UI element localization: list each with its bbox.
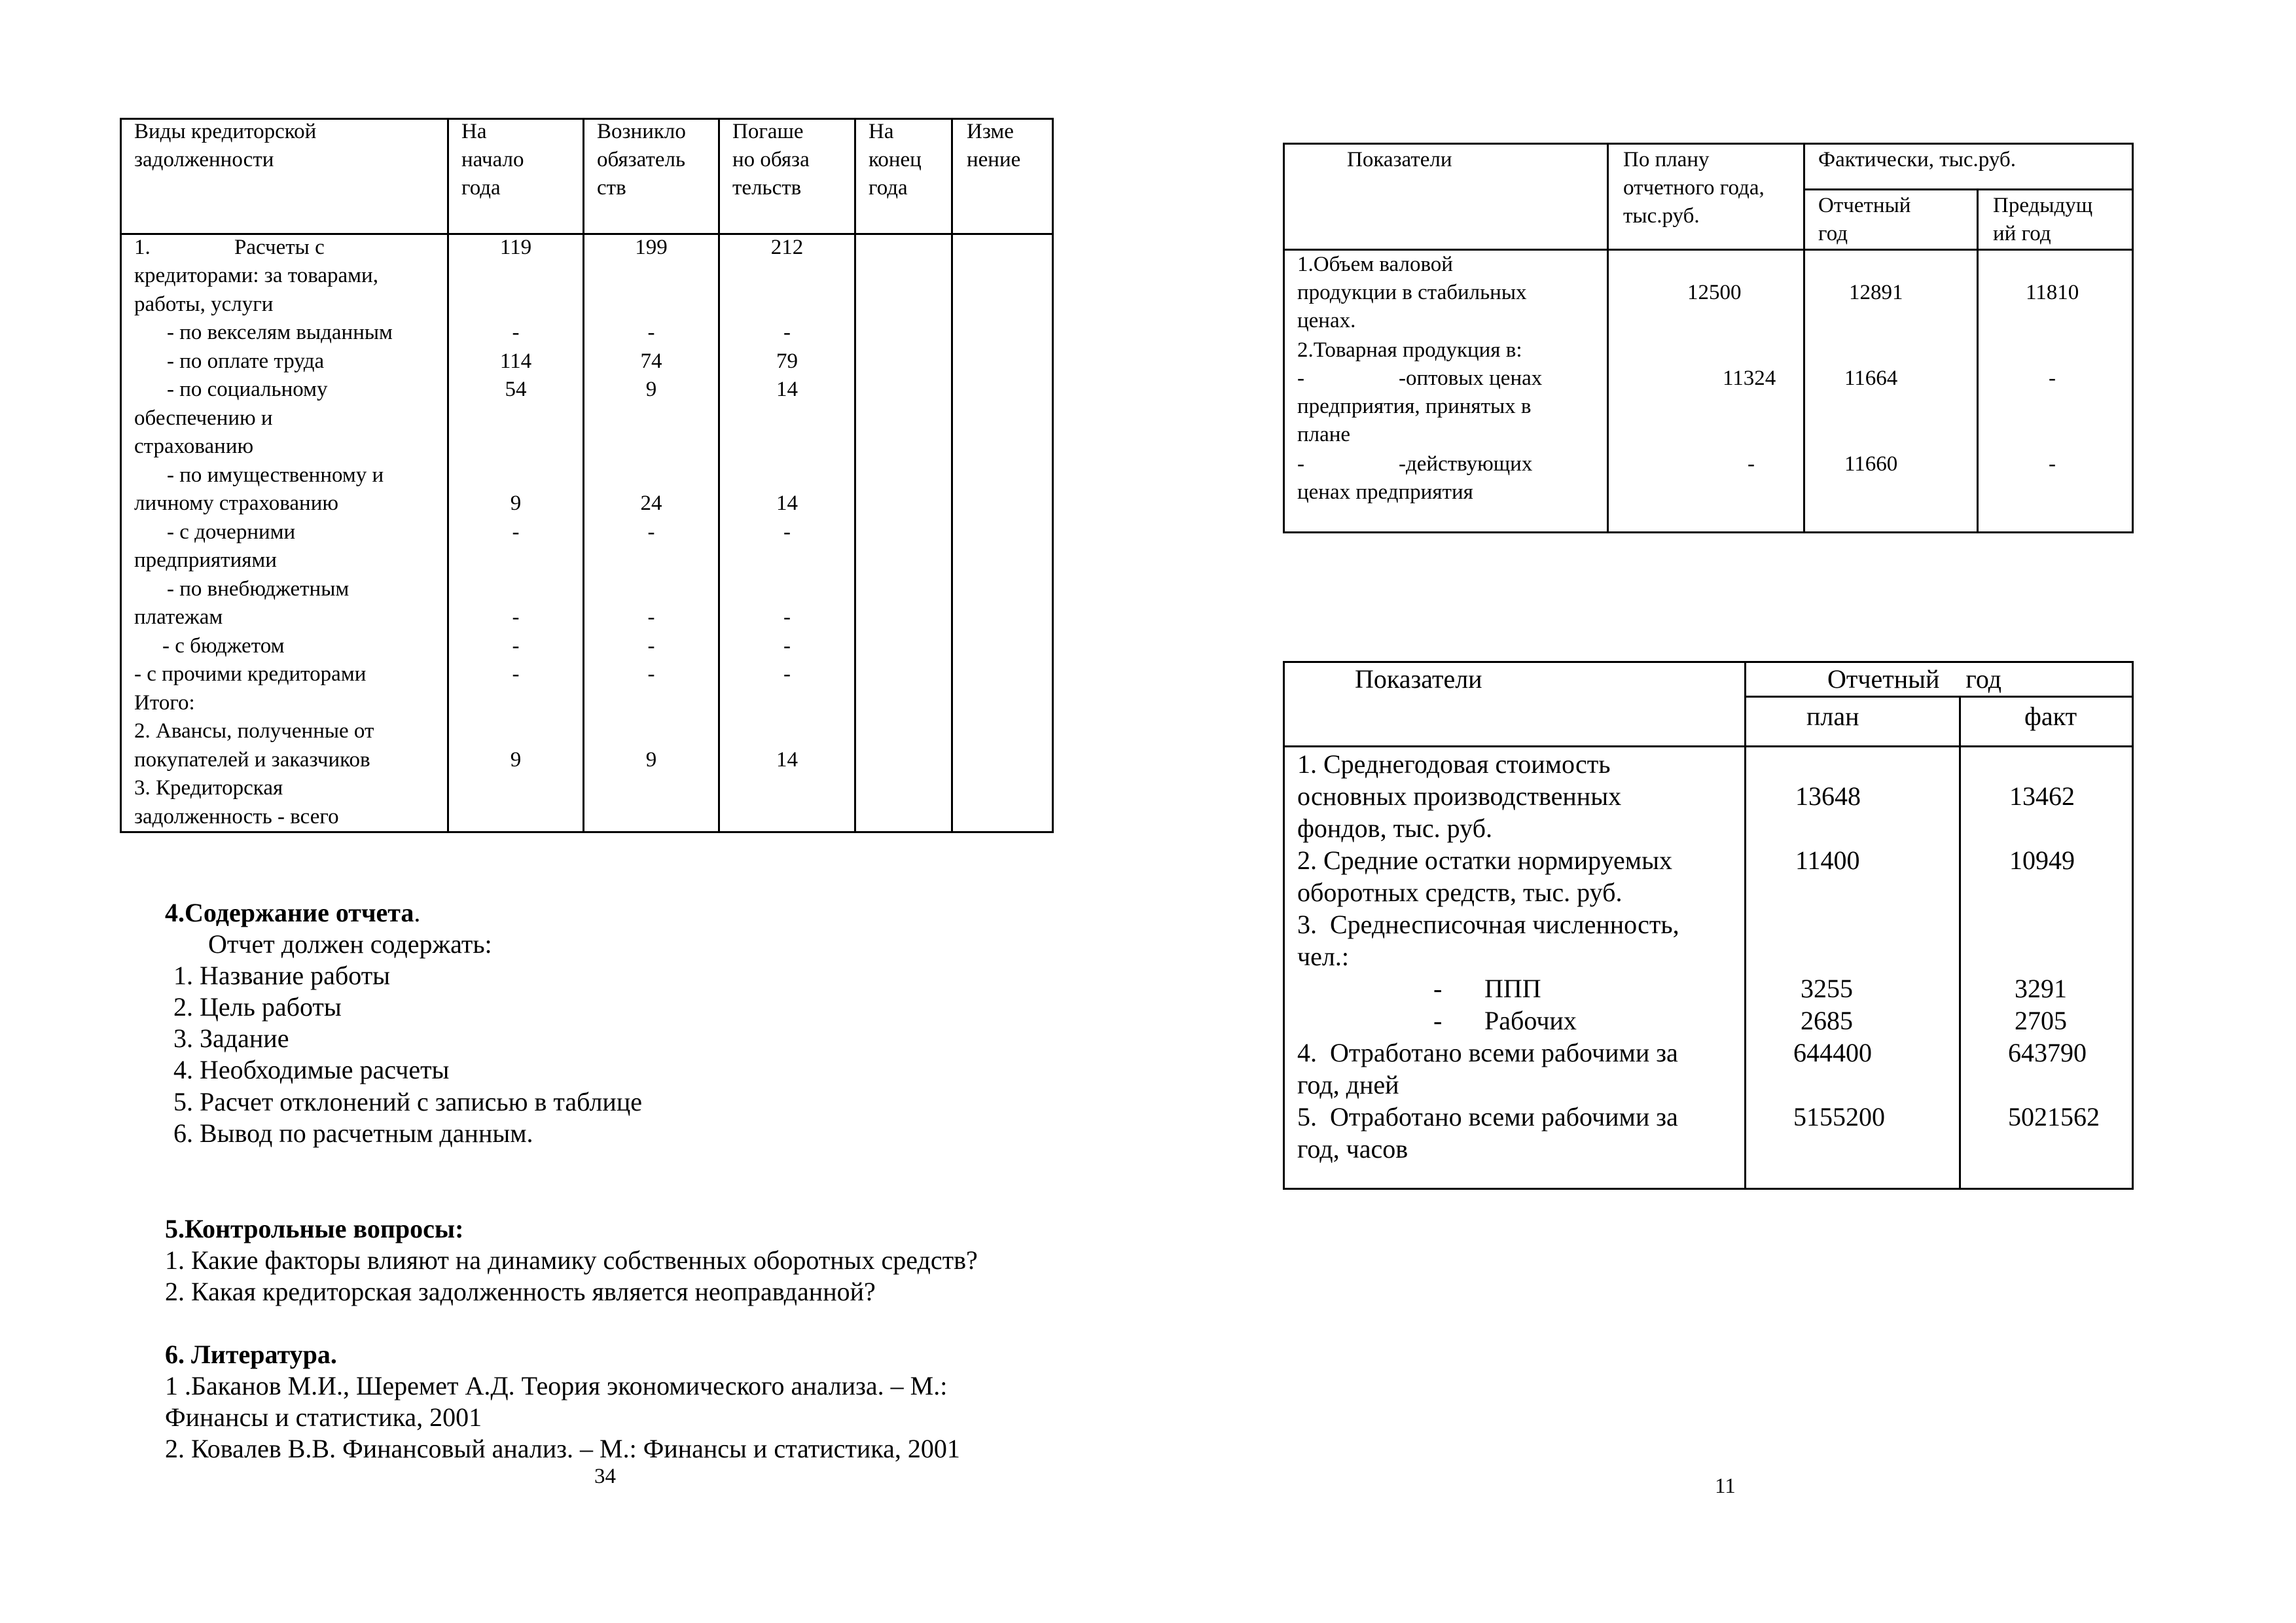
page-number-left: 34 <box>594 1465 616 1488</box>
header-plan: тыс.руб. <box>1623 204 1700 228</box>
header-debt-types: Виды кредиторской <box>134 120 317 143</box>
cell-value: - <box>2049 452 2056 476</box>
cell-value: 79 <box>776 349 798 373</box>
cell-value: 11400 <box>1795 846 1860 875</box>
cell-value: 212 <box>770 236 804 259</box>
literature-item: 1 .Баканов М.И., Шеремет А.Д. Теория экономического анализа. – М.: <box>165 1371 948 1400</box>
table-border <box>1052 118 1054 833</box>
header-previous-year: ий год <box>1993 222 2051 245</box>
table-border <box>1977 188 1979 533</box>
header-repaid: но обяза <box>732 148 810 171</box>
row-label: плане <box>1297 423 1351 446</box>
cell-value: 14 <box>776 491 798 515</box>
row-label: платежам <box>134 605 223 629</box>
cell-value: 9 <box>645 748 657 772</box>
row-label: год, часов <box>1297 1134 1408 1164</box>
table-border <box>583 118 584 833</box>
cell-value: 9 <box>510 491 522 515</box>
cell-value: - <box>783 605 791 629</box>
cell-value: - <box>783 520 791 544</box>
row-dash: - <box>1297 366 1304 390</box>
report-item: 4. Необходимые расчеты <box>173 1055 450 1084</box>
header-fact: Фактически, тыс.руб. <box>1818 148 2016 171</box>
cell-value: 199 <box>635 236 668 259</box>
cell-value: - <box>512 520 520 544</box>
header-current-year: год <box>1818 222 1848 245</box>
header-incurred: Возникло <box>597 120 686 143</box>
literature-item: 2. Ковалев В.В. Финансовый анализ. – М.: Финансы и статистика, 2001 <box>165 1434 960 1463</box>
row-label: 2.Товарная продукция в: <box>1297 338 1522 362</box>
cell-value: 5021562 <box>2008 1102 2100 1132</box>
table-border <box>447 118 449 833</box>
table-border <box>1283 1188 2134 1190</box>
table-border <box>2132 661 2134 1190</box>
row-label: -действующих <box>1399 452 1533 476</box>
table-border <box>1607 143 1609 533</box>
header-repaid: Погаше <box>732 120 804 143</box>
row-label: Расчеты с <box>234 236 325 259</box>
cell-value: 11664 <box>1844 366 1898 390</box>
header-end-year: года <box>869 176 908 200</box>
cell-value: 24 <box>640 491 662 515</box>
row-label: фондов, тыс. руб. <box>1297 813 1492 843</box>
cell-value: - <box>783 321 791 344</box>
table-border <box>1283 249 2134 251</box>
cell-value: - <box>783 634 791 658</box>
row-label: - по векселям выданным <box>167 321 393 344</box>
cell-value: - <box>647 605 655 629</box>
header-plan: По плану <box>1623 148 1710 171</box>
row-label: страхованию <box>134 435 254 458</box>
cell-value: 119 <box>499 236 532 259</box>
table-border <box>2132 143 2134 533</box>
table-border <box>1283 661 2134 663</box>
cell-value: - <box>512 321 520 344</box>
cell-value: 12891 <box>1849 281 1903 304</box>
cell-value: 114 <box>499 349 532 373</box>
row-label: кредиторами: за товарами, <box>134 264 378 287</box>
row-label: продукции в стабильных <box>1297 281 1527 304</box>
cell-value: 9 <box>645 378 657 401</box>
page-number-right: 11 <box>1715 1474 1736 1498</box>
cell-value: - <box>512 634 520 658</box>
header-incurred: ств <box>597 176 626 200</box>
table-border <box>1959 696 1961 1190</box>
row-label: - с бюджетом <box>162 634 285 658</box>
table-border <box>1744 661 1746 1190</box>
cell-value: 2685 <box>1801 1006 1853 1035</box>
report-intro: Отчет должен содержать: <box>208 929 492 959</box>
row-label: 1. Среднегодовая стоимость <box>1297 749 1611 779</box>
header-fact: факт <box>2024 702 2077 731</box>
cell-value: 5155200 <box>1793 1102 1885 1132</box>
cell-value: 14 <box>776 748 798 772</box>
literature-title: 6. Литература. <box>165 1340 337 1369</box>
row-label: 1.Объем валовой <box>1297 253 1453 276</box>
row-label: 2. Авансы, полученные от <box>134 719 374 743</box>
row-label: 3. Среднесписочная численность, <box>1297 910 1679 939</box>
question-item: 2. Какая кредиторская задолженность является неоправданной? <box>165 1277 876 1306</box>
row-label: - по оплате труда <box>167 349 325 373</box>
cell-value: - <box>647 634 655 658</box>
question-item: 1. Какие факторы влияют на динамику собственных оборотных средств? <box>165 1245 978 1275</box>
cell-value: - <box>2049 366 2056 390</box>
table-border <box>1283 745 2134 747</box>
header-repaid: тельств <box>732 176 802 200</box>
header-start-year: начало <box>461 148 524 171</box>
row-label: -оптовых ценах <box>1399 366 1543 390</box>
table-border <box>718 118 720 833</box>
row-label: обеспечению и <box>134 406 273 430</box>
report-item: 5. Расчет отклонений с записью в таблице <box>173 1087 642 1116</box>
cell-value: 74 <box>640 349 662 373</box>
row-label: 3. Кредиторская <box>134 776 283 800</box>
table-border <box>1283 531 2134 533</box>
row-label: основных производственных <box>1297 781 1622 811</box>
header-end-year: На <box>869 120 894 143</box>
cell-value: - <box>512 662 520 686</box>
header-indicators: Показатели <box>1355 664 1482 694</box>
row-label: чел.: <box>1297 942 1349 971</box>
cell-value: 54 <box>505 378 527 401</box>
report-item: 6. Вывод по расчетным данным. <box>173 1118 533 1148</box>
row-label: - по социальному <box>167 378 328 401</box>
cell-value: 643790 <box>2008 1038 2087 1067</box>
report-item: 2. Цель работы <box>173 992 342 1022</box>
row-label: ценах. <box>1297 309 1356 332</box>
cell-value: 13648 <box>1795 781 1861 811</box>
cell-value: 14 <box>776 378 798 401</box>
report-item: 3. Задание <box>173 1024 289 1053</box>
row-label: оборотных средств, тыс. руб. <box>1297 878 1623 907</box>
row-label: ППП <box>1484 974 1541 1003</box>
table-border <box>120 831 1054 833</box>
row-label: предприятиями <box>134 548 277 572</box>
cell-value: - <box>647 662 655 686</box>
report-item: 1. Название работы <box>173 961 391 990</box>
cell-value: 12500 <box>1687 281 1742 304</box>
header-indicators: Показатели <box>1347 148 1452 171</box>
cell-value: 13462 <box>2009 781 2075 811</box>
report-title: 4.Содержание отчета. <box>165 898 421 927</box>
row-dash: - <box>1433 974 1443 1003</box>
cell-value: 11810 <box>2026 281 2079 304</box>
row-label: ценах предприятия <box>1297 480 1473 504</box>
row-label: год, дней <box>1297 1070 1399 1099</box>
row-label: - с дочерними <box>167 520 296 544</box>
table-border <box>854 118 856 833</box>
header-start-year: года <box>461 176 501 200</box>
row-label: - по внебюджетным <box>167 577 350 601</box>
table-border <box>1283 661 1285 1190</box>
row-label: 4. Отработано всеми рабочими за <box>1297 1038 1678 1067</box>
header-reporting-year: Отчетный год <box>1827 664 2002 694</box>
questions-title: 5.Контрольные вопросы: <box>165 1214 464 1243</box>
cell-value: - <box>512 605 520 629</box>
header-change: нение <box>967 148 1021 171</box>
cell-value: - <box>647 520 655 544</box>
row-label: работы, услуги <box>134 293 274 316</box>
row-label: Итого: <box>134 691 195 715</box>
table-border <box>120 233 1054 235</box>
cell-value: 11660 <box>1844 452 1898 476</box>
cell-value: - <box>783 662 791 686</box>
table-border <box>1283 143 2134 145</box>
header-change: Изме <box>967 120 1014 143</box>
table-border <box>120 118 122 833</box>
header-start-year: На <box>461 120 487 143</box>
table-border <box>1803 143 1805 533</box>
literature-item: Финансы и статистика, 2001 <box>165 1402 482 1432</box>
cell-value: 3255 <box>1801 974 1853 1003</box>
cell-value: 10949 <box>2009 846 2075 875</box>
row-dash: - <box>1433 1006 1443 1035</box>
row-label: 1. <box>134 236 151 259</box>
row-label: Рабочих <box>1484 1006 1577 1035</box>
table-border <box>951 118 953 833</box>
cell-value: 644400 <box>1793 1038 1872 1067</box>
cell-value: 2705 <box>2015 1006 2067 1035</box>
header-incurred: обязатель <box>597 148 686 171</box>
row-label: 2. Средние остатки нормируемых <box>1297 846 1672 875</box>
row-label: покупателей и заказчиков <box>134 748 370 772</box>
row-label: задолженность - всего <box>134 805 339 829</box>
cell-value: - <box>647 321 655 344</box>
cell-value: 3291 <box>2015 974 2067 1003</box>
cell-value: 9 <box>510 748 522 772</box>
row-label: - по имущественному и <box>167 463 384 487</box>
table-border <box>1283 143 1285 533</box>
row-label: - с прочими кредиторами <box>134 662 367 686</box>
row-label: предприятия, принятых в <box>1297 395 1532 418</box>
table-border <box>1803 188 2134 190</box>
table-border <box>1744 696 2134 698</box>
header-end-year: конец <box>869 148 922 171</box>
cell-value: - <box>1748 452 1755 476</box>
row-label: личному страхованию <box>134 491 339 515</box>
header-plan: отчетного года, <box>1623 176 1765 200</box>
header-previous-year: Предыдущ <box>1993 194 2093 217</box>
header-current-year: Отчетный <box>1818 194 1911 217</box>
row-label: 5. Отработано всеми рабочими за <box>1297 1102 1678 1132</box>
header-plan: план <box>1806 702 1859 731</box>
row-dash: - <box>1297 452 1304 476</box>
cell-value: 11324 <box>1723 366 1776 390</box>
header-debt-types: задолженности <box>134 148 274 171</box>
